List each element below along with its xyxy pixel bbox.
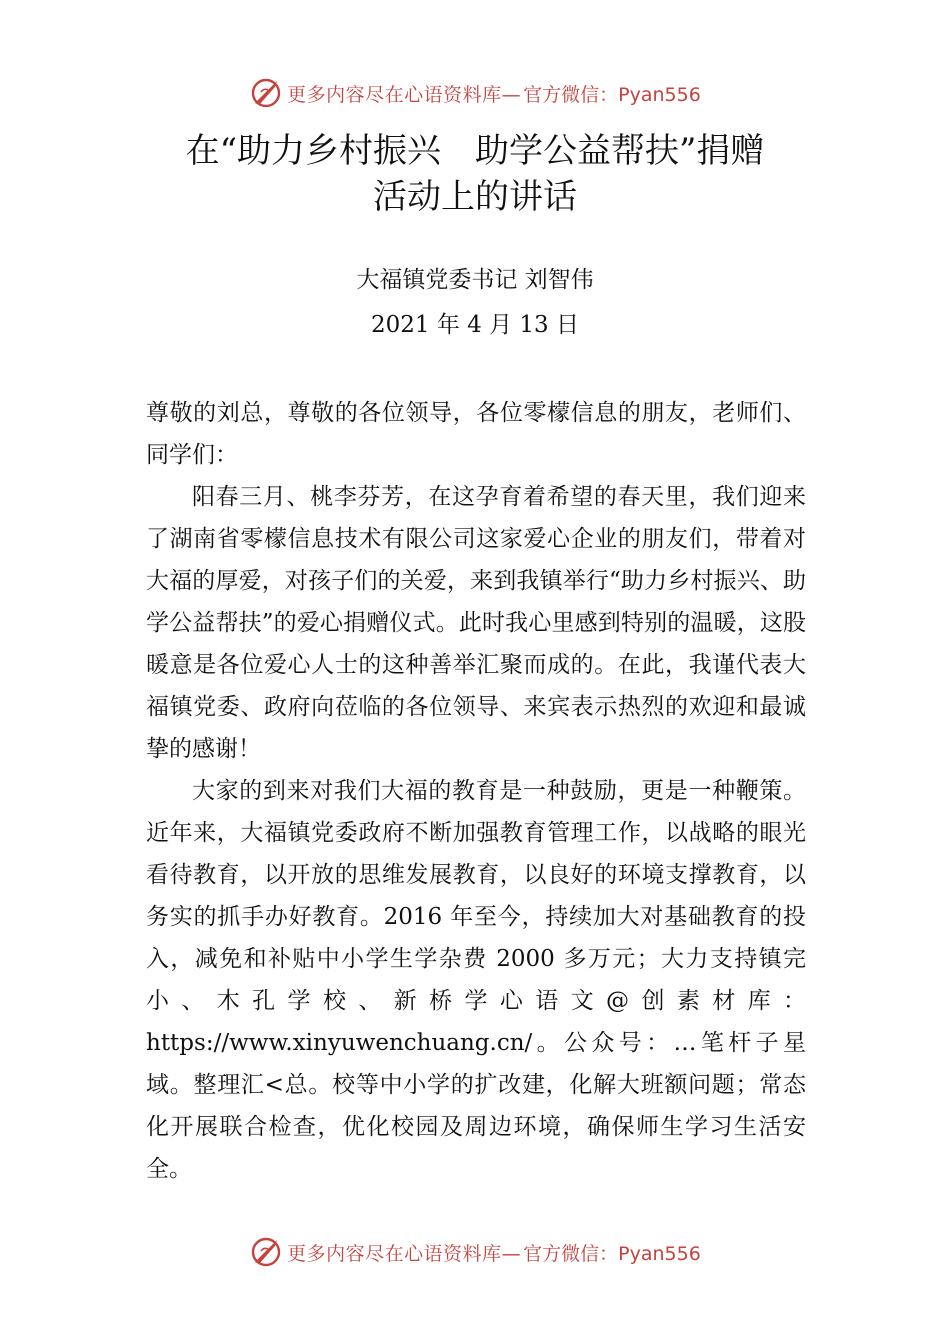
paragraph: 阳春三月、桃李芬芳，在这孕育着希望的春天里，我们迎来了湖南省零檬信息技术有限公司这家爱心企业的朋友们，带着对大福的厚爱，对孩子们的关爱，来到我镇举行“助力乡村振兴、助学公益帮扶”的爱心捐赠仪式。此时我心里感到特别的温暖，这股暖意是各位爱心人士的这种善举汇聚而成的。在此，我谨代表大福镇党委、政府向莅临的各位领导、来宾表示热烈的欢迎和最诚挚的感谢！ [146, 484, 806, 762]
date-line: 2021 年 4 月 13 日 [371, 312, 579, 338]
document-title [0, 128, 950, 220]
watermark-wechat: 官方微信：Pyan556 [523, 83, 701, 106]
brush-logo-icon [249, 76, 283, 110]
title-line-1: 在“助力乡村振兴 助学公益帮扶”捐赠 [185, 131, 765, 171]
speech-body [146, 392, 806, 1190]
watermark-header [0, 73, 950, 113]
watermark-text: 更多内容尽在心语资料库— [287, 83, 522, 106]
author-line: 大福镇党委书记 刘智伟 [356, 267, 594, 293]
watermark-wechat: 官方微信：Pyan556 [523, 1242, 701, 1265]
watermark-footer [0, 1232, 950, 1272]
title-line-2: 活动上的讲话 [373, 177, 577, 217]
salutation: 尊敬的刘总，尊敬的各位领导，各位零檬信息的朋友，老师们、同学们： [146, 400, 806, 468]
watermark-text: 更多内容尽在心语资料库— [287, 1242, 522, 1265]
brush-logo-icon [249, 1235, 283, 1269]
paragraph: 大家的到来对我们大福的教育是一种鼓励，更是一种鞭策。近年来，大福镇党委政府不断加强教育管理工作，以战略的眼光看待教育，以开放的思维发展教育，以良好的环境支撑教育，以务实的抓手办好教育。2016 年至今，持续加大对基础教育的投入，减免和补贴中小学生学杂费 2000 多万元；大力支持镇完小、木孔学校、新桥学心语文@创素材库：https://www.xinyuwenchuang.cn/。公众号：…笔杆子星域。整理汇<总。校等中小学的扩改建，化解大班额问题；常态化开展联合检查，优化校园及周边环境，确保师生学习生活安全。 [146, 778, 806, 1182]
